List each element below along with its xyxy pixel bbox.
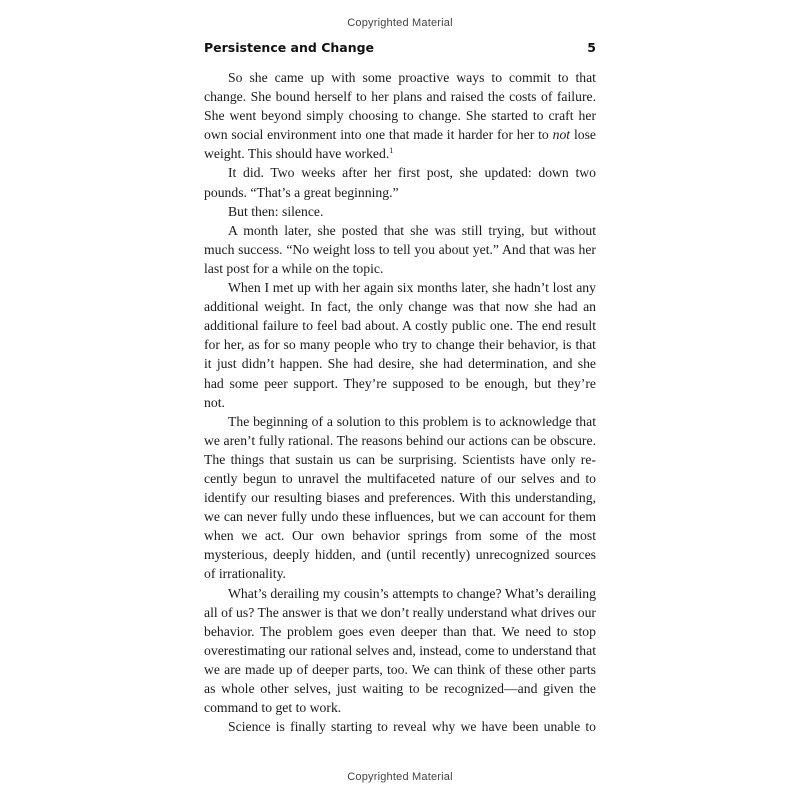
chapter-title: Persistence and Change bbox=[204, 40, 375, 55]
page-number: 5 bbox=[587, 40, 596, 55]
emphasis-not: not bbox=[552, 127, 571, 143]
copyright-watermark-top: Copyrighted Material bbox=[347, 17, 453, 29]
paragraph-4: A month later, she posted that she was still trying, but without much success. “No weight loss to tell you about yet.” And that was her last post for a while on the topic. bbox=[204, 222, 596, 276]
paragraph-2: It did. Two weeks after her first post, she updated: down two pounds. “That’s a great beginning.” bbox=[204, 165, 596, 200]
running-header bbox=[204, 40, 596, 55]
paragraph-1 bbox=[204, 68, 596, 163]
paragraph-5: When I met up with her again six months later, she hadn’t lost any additional weight. In fact, the only change was that now she had an additional failure to feel bad about. A costly public one. The end result for her, as for so many people who try to change their behavior, is that it just didn’t happen. She had desire, she had determination, and she had some peer support. They’re supposed to be enough, but they’re not. bbox=[204, 280, 596, 410]
paragraph-7: What’s derailing my cousin’s attempts to change? What’s derailing all of us? The answer is that we don’t really understand what drives our behavior. The problem goes even deeper than that. We need to stop overestimating our rational selves and, instead, come to understand that we are made up of deeper parts, too. We can think of these other parts as whole other selves, just waiting to be recognized—and given the command to get to work. bbox=[204, 585, 596, 716]
paragraph-1-text-b: lose weight. This should have worked. bbox=[204, 127, 596, 162]
footnote-marker[interactable]: 1 bbox=[389, 146, 394, 156]
paragraph-3: But then: silence. bbox=[228, 203, 324, 219]
paragraph-6: The beginning of a solution to this problem is to acknowledge that we aren’t fully rational. The reasons behind our actions can be obscure. The things that sustain us can be surprising. Scientists have only recently begun to unravel the multifaceted nature of our selves and to identify our resulting biases and preferences. With this understanding, we can never fully undo these influences, but we can account for them when we act. Our own behavior springs from some of the most mysterious, deeply hidden, and (until recently) unrecognized sources of irrationality. bbox=[204, 413, 596, 582]
paragraph-1-text-a: So she came up with some proactive ways to commit to that change. She bound herself to her plans and raised the costs of failure. She went beyond simply choosing to change. She started to craft her own social environment into one that made it harder for her to bbox=[204, 70, 596, 143]
body-text bbox=[204, 68, 596, 736]
copyright-watermark-bottom: Copyrighted Material bbox=[347, 771, 453, 783]
paragraph-8: Science is finally starting to reveal why we have been unable to bbox=[228, 719, 596, 735]
